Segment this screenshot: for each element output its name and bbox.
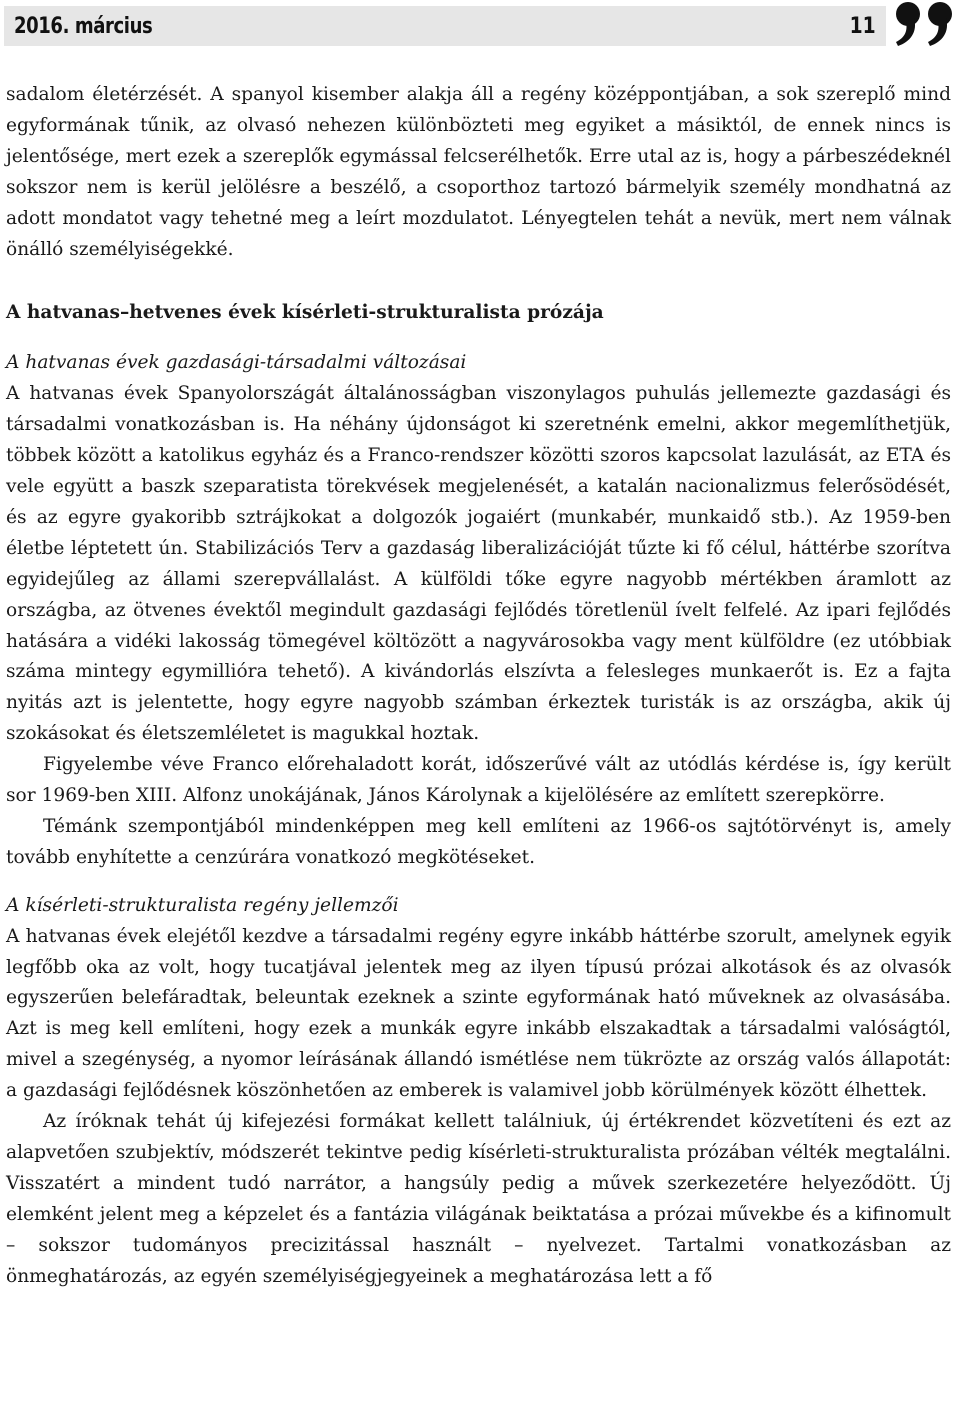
page-number: 11 — [849, 13, 876, 39]
section-heading: A hatvanas–hetvenes évek kísérleti-strukturalista prózája — [6, 302, 604, 324]
article-body — [6, 80, 951, 1293]
quotation-mark-icon — [892, 0, 960, 48]
paragraph: Figyelembe véve Franco előrehaladott korát, időszerűvé vált az utódlás kérdése is, így került sor 1969-ben XIII. Alfonz unokájának, János Károlynak a kijelölésére az említett szerepkörre. — [6, 754, 951, 807]
paragraph: A hatvanas évek Spanyolországát általánosságban viszonylagos puhulás jellemezte gazdasági és társadalmi vonatkozásban is. Ha néhány újdonságot ki szeretnénk emelni, akkor megemlíthetjük, többek között a katolikus egyház és a Franco-rendszer közötti szoros kapcsolat lazulását, az ETA és vele együtt a baszk szeparatista törekvések megjelenését, a katalán nacionalizmus felerősödését, és az egyre gyakoribb sztrájkokat a dolgozók jogaiért (munkabér, munkaidő stb.). Az 1959-ben életbe léptetett ún. Stabilizációs Terv a gazdaság liberalizációját tűzte ki fő célul, háttérbe szorítva egyidejűleg az állami szerepvállalást. A külföldi tőke egyre nagyobb mértékben áramlott az országba, az ötvenes évektől megindult gazdasági fejlődés töretlenül ívelt felfelé. Az ipari fejlődés hatására a vidéki lakosság tömegével költözött a nagyvárosokba vagy ment külföldre (ez utóbbiak száma mintegy egymillióra tehető). A kivándorlás elszívta a felesleges munkaerőt is. Ez a fajta nyitás azt is jelentette, hogy egyre nagyobb számban érkeztek turisták is az országba, akik új szokásokat és életszemléletet is magukkal hoztak. — [6, 383, 951, 745]
subsection-heading: A kísérleti-strukturalista regény jellemzői — [6, 894, 399, 916]
subsection-heading: A hatvanas évek gazdasági-társadalmi változásai — [6, 352, 467, 374]
paragraph: Az íróknak tehát új kifejezési formákat kellett találniuk, új értékrendet közvetíteni és ezt az alapvetően szubjektív, módszerét tekintve pedig kísérleti-strukturalista prózában vélték megtalálni. Visszatért a mindent tudó narrátor, a hangsúly pedig a művek szerkezetére helyeződött. Új elemként jelent meg a képzelet és a fantázia világának beiktatása a prózai művekbe és a kifinomult – sokszor tudományos precizitással használt – nyelvezet. Tartalmi vonatkozásban az önmeghatározás, az egyén személyiségjegyeinek a meghatározása lett a fő — [6, 1111, 951, 1287]
paragraph: Témánk szempontjából mindenképpen meg kell említeni az 1966-os sajtótörvényt is, amely tovább enyhítette a cenzúrára vonatkozó megkötéseket. — [6, 815, 951, 868]
page-header — [4, 6, 886, 46]
paragraph: sadalom életérzését. A spanyol kisember alakja áll a regény középpontjában, a sok szereplő mind egyformának tűnik, az olvasó nehezen különbözteti meg egyiket a másiktól, de ennek nincs is jelentősége, mert ezek a szereplők egymással felcserélhetők. Erre utal az is, hogy a párbeszédeknél sokszor nem is kerül jelölésre a beszélő, a csoporthoz tartozó bármelyik személy mondhatná az adott mondatot vagy tehetné meg a leírt mozdulatot. Lényegtelen tehát a nevük, mert nem válnak önálló személyiségekké. — [6, 84, 951, 260]
paragraph: A hatvanas évek elejétől kezdve a társadalmi regény egyre inkább háttérbe szorult, amelynek egyik legfőbb oka az volt, hogy tucatjával jelentek meg az ilyen típusú prózai alkotások és az olvasók egyszerűen belefáradtak, beleuntak ezeknek a szinte egyformának ható műveknek az olvasásába. Azt is meg kell említeni, hogy ezek a munkák egyre inkább elszakadtak a társadalmi valóságtól, mivel a szegénység, a nyomor leírásának állandó ismétlése nem tükrözte az ország valós állapotát: a gazdasági fejlődésnek köszönhetően az emberek is valamivel jobb körülmények között élhettek. — [6, 925, 951, 1102]
header-date: 2016. március — [14, 13, 153, 39]
